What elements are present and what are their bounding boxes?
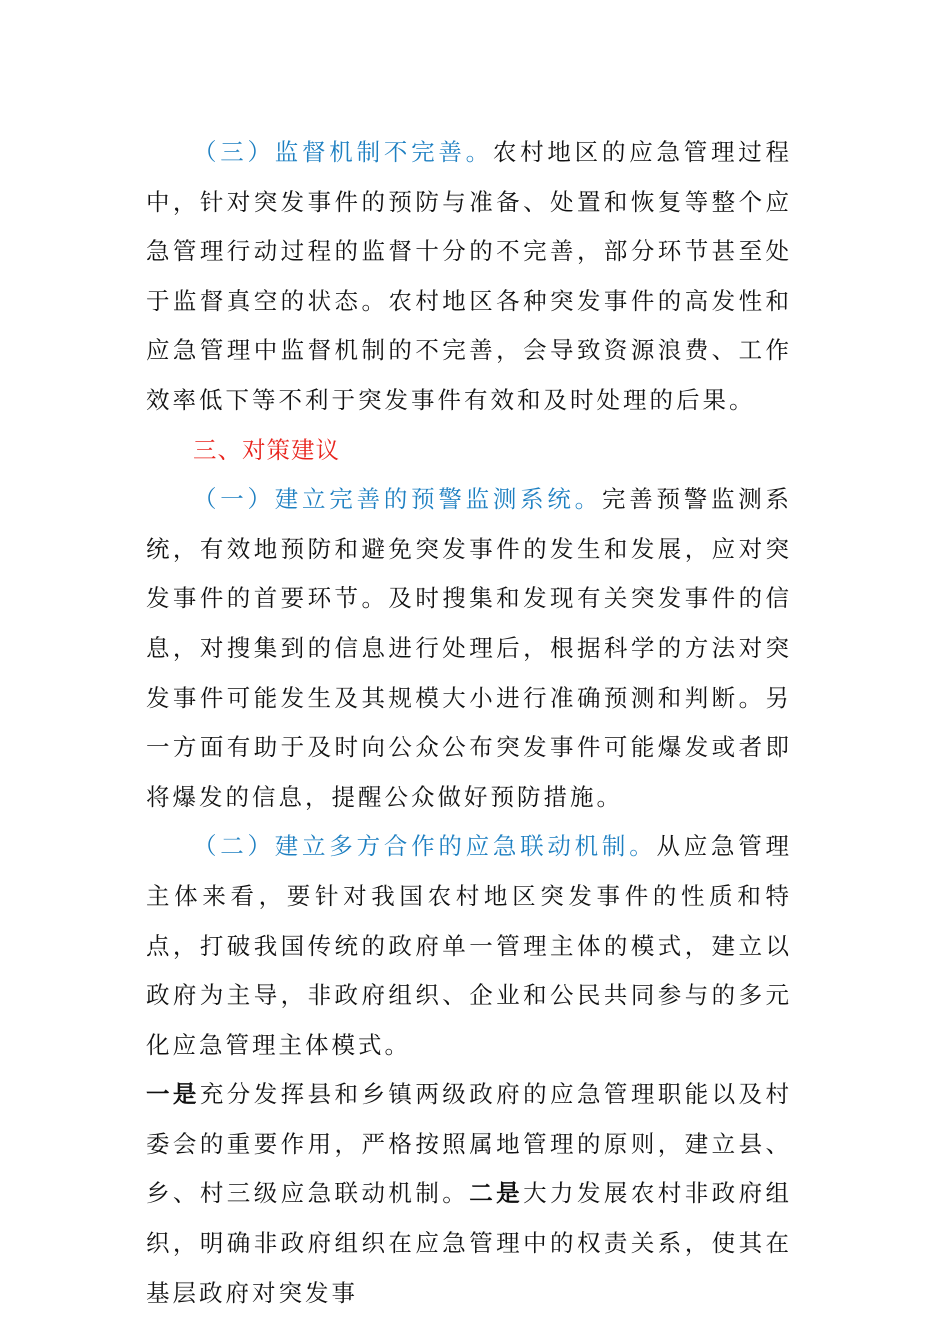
paragraph-measures [146, 1070, 792, 1318]
paragraph-text: 大力发展农村非政府组织，明确非政府组织在应急管理中的权责关系，使其在基层政府对突发事 [146, 1179, 793, 1307]
paragraph-text: 从应急管理主体来看，要针对我国农村地区突发事件的性质和特点，打破我国传统的政府单一管理主体的模式，建立以政府为主导，非政府组织、企业和公民共同参与的多元化应急管理主体模式。 [146, 832, 793, 1059]
paragraph-lead: （一）建立完善的预警监测系统。 [193, 485, 602, 514]
paragraph-text: 完善预警监测系统，有效地预防和避免突发事件的发生和发展，应对突发事件的首要环节。及时搜集和发现有关突发事件的信息，对搜集到的信息进行处理后，根据科学的方法对突发事件可能发生及其规模大小进行准确预测和判断。另一方面有助于及时向公众公布突发事件可能爆发或者即将爆发的信息，提醒公众做好预防措施。 [146, 485, 793, 811]
point-marker-two: 二是 [469, 1179, 524, 1208]
paragraph-warning-system [146, 475, 792, 822]
paragraph-text: 充分发挥县和乡镇两级政府的应急管理职能以及村委会的重要作用，严格按照属地管理的原则，建立县、乡、村三级应急联动机制。 [146, 1080, 793, 1208]
paragraph-supervision [146, 128, 792, 426]
section-heading: 三、对策建议 [193, 435, 340, 464]
paragraph-text: 农村地区的应急管理过程中，针对突发事件的预防与准备、处置和恢复等整个应急管理行动过程的监督十分的不完善，部分环节甚至处于监督真空的状态。农村地区各种突发事件的高发性和应急管理中监督机制的不完善，会导致资源浪费、工作效率低下等不利于突发事件有效和及时处理的后果。 [146, 138, 793, 414]
document-page [146, 128, 792, 1318]
paragraph-lead: （三）监督机制不完善。 [193, 138, 493, 166]
paragraph-lead: （二）建立多方合作的应急联动机制。 [193, 832, 657, 861]
point-marker-one: 一是 [146, 1080, 200, 1109]
paragraph-linkage-mechanism [146, 822, 792, 1070]
